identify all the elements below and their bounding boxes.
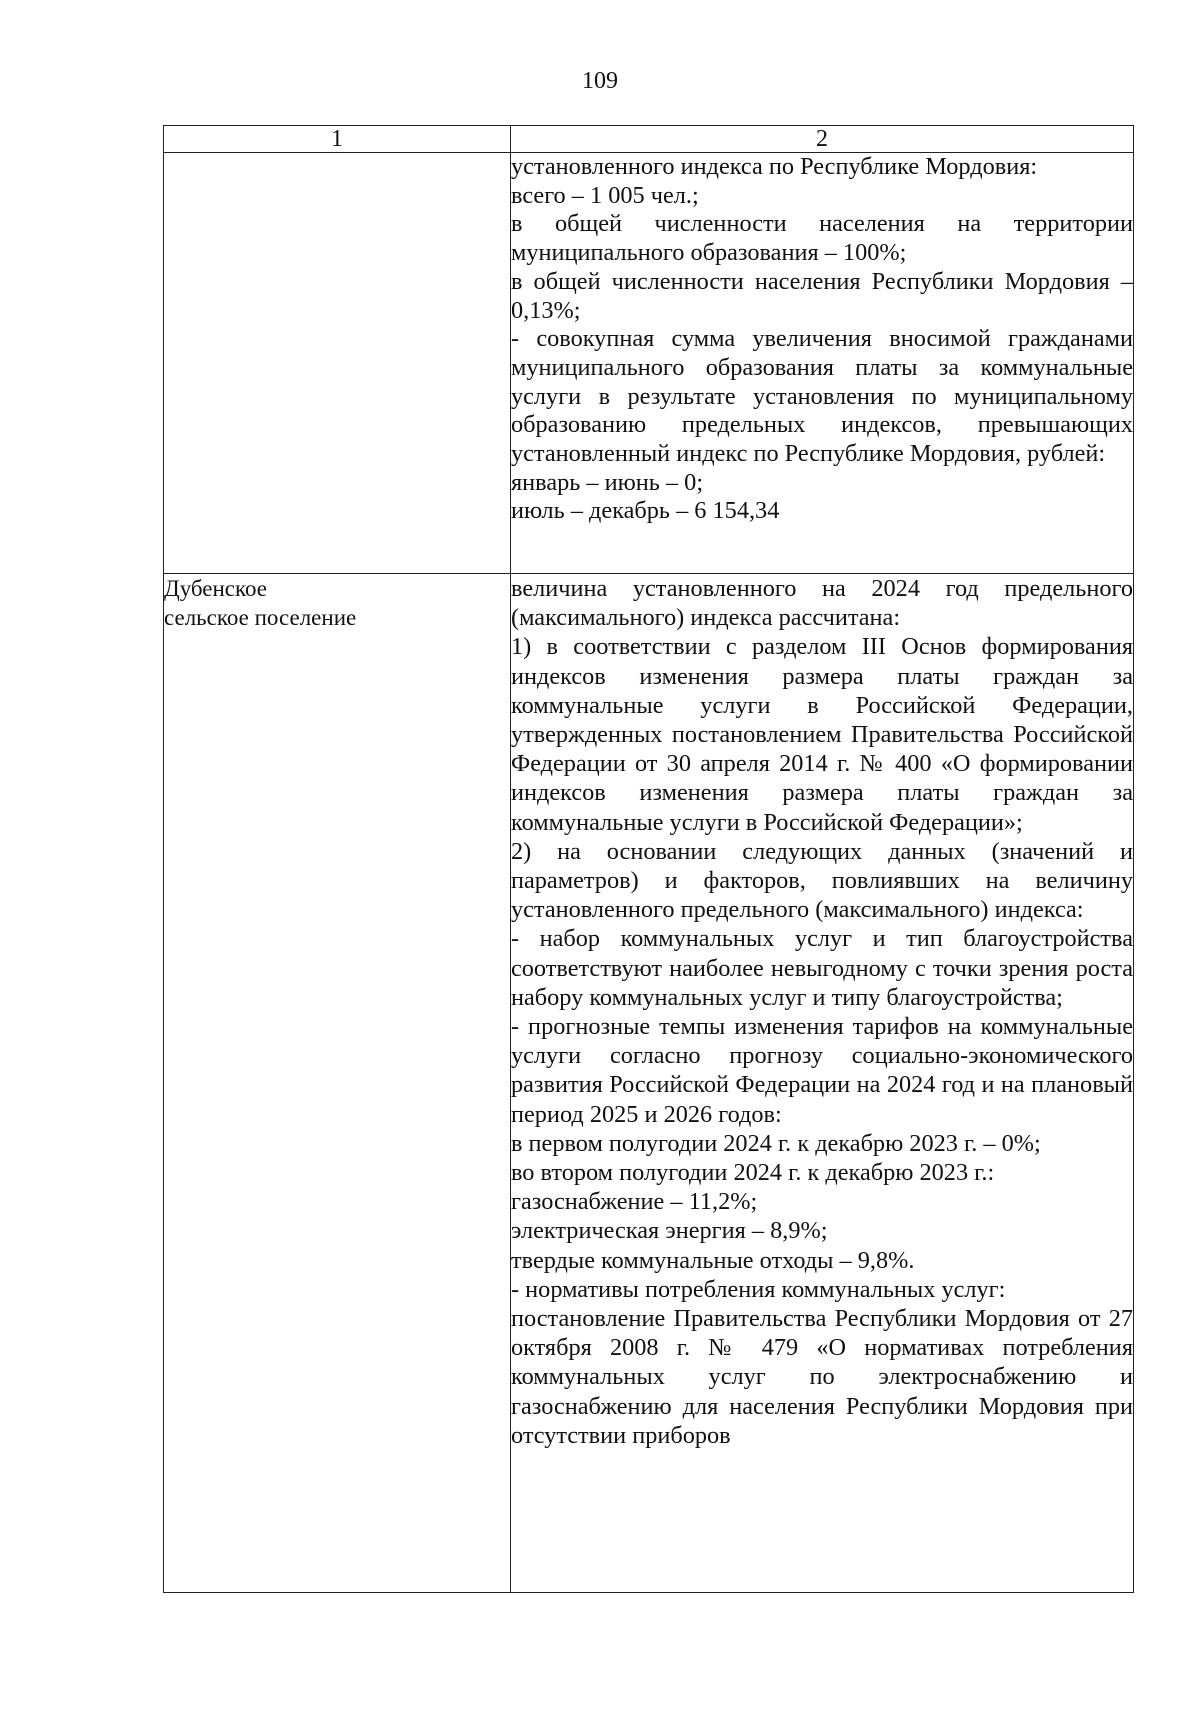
table-row: [164, 153, 1134, 574]
page-number: 109: [582, 68, 618, 94]
paragraph: во втором полугодии 2024 г. к декабрю 2023 г.:: [511, 1159, 995, 1187]
paragraph: в общей численности населения Республики Мордовия – 0,13%;: [511, 267, 1133, 324]
paragraph: - нормативы потребления коммунальных услуг:: [511, 1275, 1006, 1303]
paragraph: установленного индекса по Республике Мордовия:: [511, 153, 1038, 180]
paragraph: - прогнозные темпы изменения тарифов на коммунальные услуги согласно прогнозу социально-экономического развития Российской Федерации на 2024 год и на плановый период 2025 и 2026 годов:: [511, 1013, 1133, 1128]
table-header-row: [164, 126, 1134, 153]
municipality-name-line: Дубенское: [164, 576, 268, 601]
paragraph: 1) в соответствии с разделом III Основ формирования индексов изменения размера платы граждан за коммунальные услуги в Российской Федерации, утвержденных постановлением Правительства Российской Федерации от 30 апреля 2014 г. № 400 «О формировании индексов изменения размера платы граждан за коммунальные услуги в Российской Федерации»;: [511, 633, 1133, 836]
paragraph: всего – 1 005 чел.;: [511, 181, 699, 209]
description-cell: [511, 574, 1134, 1593]
column-header-1: 1: [164, 126, 511, 153]
document-table: [163, 125, 1134, 1593]
paragraph: в общей численности населения на территории муниципального образования – 100%;: [511, 210, 1133, 267]
paragraph: твердые коммунальные отходы – 9,8%.: [511, 1246, 915, 1274]
paragraph: июль – декабрь – 6 154,34: [511, 497, 780, 525]
paragraph: газоснабжение – 11,2%;: [511, 1188, 758, 1216]
paragraph: - набор коммунальных услуг и тип благоустройства соответствуют наиболее невыгодному с точки зрения роста набору коммунальных услуг и типу благоустройства;: [511, 925, 1133, 1011]
municipality-name-line: сельское поселение: [164, 605, 357, 630]
paragraph: в первом полугодии 2024 г. к декабрю 2023 г. – 0%;: [511, 1129, 1041, 1157]
table-row: [164, 574, 1134, 1593]
paragraph: величина установленного на 2024 год предельного (максимального) индекса рассчитана:: [511, 575, 1133, 632]
description-cell: [511, 153, 1134, 574]
paragraph: 2) на основании следующих данных (значений и параметров) и факторов, повлиявших на величину установленного предельного (максимального) индекса:: [511, 837, 1133, 924]
paragraph: - совокупная сумма увеличения вносимой гражданами муниципального образования платы за коммунальные услуги в результате установления по муниципальному образованию предельных индексов, превышающих установленный индекс по Республике Мордовия, рублей:: [511, 325, 1133, 468]
paragraph: январь – июнь – 0;: [511, 468, 704, 496]
municipality-cell: [164, 153, 511, 574]
column-header-2: 2: [511, 126, 1134, 153]
paragraph: электрическая энергия – 8,9%;: [511, 1217, 828, 1245]
paragraph: постановление Правительства Республики Мордовия от 27 октября 2008 г. № 479 «О нормативах потребления коммунальных услуг по электроснабжению и газоснабжению для населения Республики Мордовия при отсутствии приборов: [511, 1305, 1133, 1449]
municipality-cell: [164, 574, 511, 1593]
